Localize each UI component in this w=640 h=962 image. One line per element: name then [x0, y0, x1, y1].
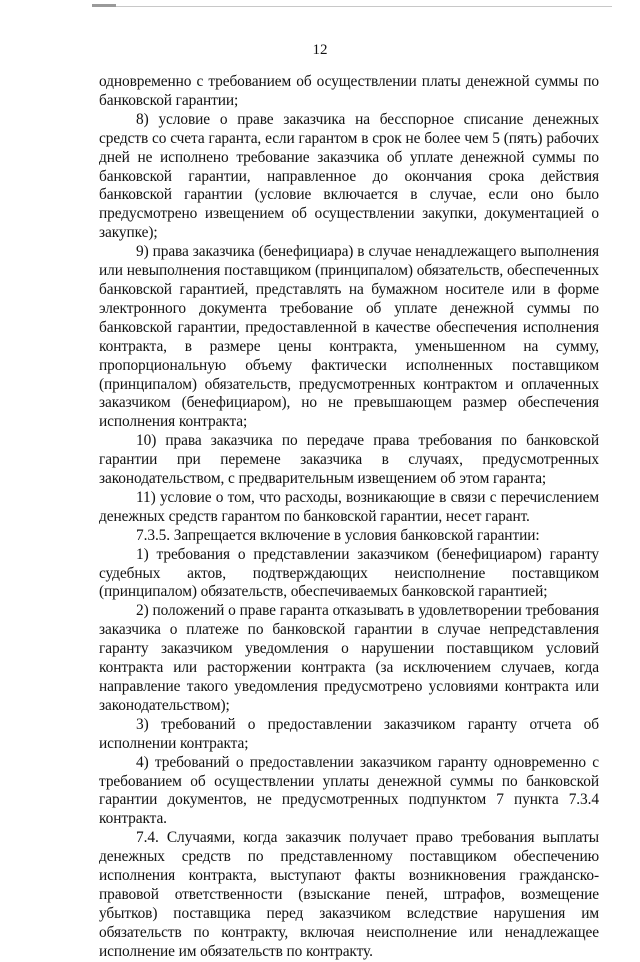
- paragraph-item-11: 11) условие о том, что расходы, возникающие в связи с перечислением денежных средств гарантом по банковской гарантии, несет гарант.: [99, 488, 599, 525]
- scan-top-edge-line: [92, 6, 612, 7]
- paragraph-item-8: 8) условие о праве заказчика на бесспорное списание денежных средств со счета гаранта, если гарантом в срок не более чем 5 (пять) рабочих дней не исполнено требование заказчика об уплате денежной суммы по банковской гарантии, направленное до окончания срока действия банковской гарантии (условие включается в случае, если оно было предусмотрено извещением об осуществлении закупки, документацией о закупке);: [99, 110, 599, 242]
- page-number: 12: [312, 42, 328, 58]
- paragraph-ban-1: 1) требования о представлении заказчиком (бенефициаром) гаранту судебных актов, подтверждающих неисполнение поставщиком (принципалом) обязательств, обеспечиваемых банковской гарантией;: [99, 545, 599, 601]
- paragraph-clause-7-3-5: 7.3.5. Запрещается включение в условия банковской гарантии:: [136, 526, 540, 544]
- paragraph-ban-3: 3) требований о предоставлении заказчиком гаранту отчета об исполнении контракта;: [99, 715, 599, 752]
- paragraph-item-10: 10) права заказчика по передаче права требования по банковской гарантии при перемене заказчика в случаях, предусмотренных законодательством, с предварительным извещением об этом гаранта;: [99, 432, 599, 488]
- paragraph-continuation: одновременно с требованием об осуществлении платы денежной суммы по банковской гарантии;: [99, 73, 599, 109]
- scan-top-edge-mark: [92, 4, 116, 7]
- paragraph-ban-4: 4) требований о предоставлении заказчиком гаранту одновременно с требованием об осуществлении уплаты денежной суммы по банковской гарантии документов, не предусмотренных подпунктом 7 пункта 7.3.4 контракта.: [99, 753, 599, 828]
- document-body: [99, 73, 599, 962]
- paragraph-ban-2: 2) положений о праве гаранта отказывать в удовлетворении требования заказчика о платеже по банковской гарантии в случае непредставления гаранту заказчиком уведомления о нарушении поставщиком условий контракта или расторжении контракта (за исключением случаев, когда направление такого уведомления предусмотрено условиями контракта или законодательством);: [99, 602, 599, 714]
- paragraph-clause-7-4: 7.4. Случаями, когда заказчик получает право требования выплаты денежных средств по представленному поставщиком обеспечению исполнения контракта, выступают факты возникновения гражданско-правовой ответственности (взыскание пеней, штрафов, возмещение убытков) поставщика перед заказчиком вследствие нарушения им обязательств по контракту, включая неисполнение или ненадлежащее исполнение им обязательств по контракту.: [99, 829, 599, 960]
- paragraph-item-9: 9) права заказчика (бенефициара) в случае ненадлежащего выполнения или невыполнения поставщиком (принципалом) обязательств, обеспеченных банковской гарантией, представлять на бумажном носителе или в форме электронного документа требование об уплате денежной суммы по банковской гарантии, предоставленной в качестве обеспечения исполнения контракта, в размере цены контракта, уменьшенном на сумму, пропорциональную объему фактически исполненных поставщиком (принципалом) обязательств, предусмотренных контрактом и оплаченных заказчиком (бенефициаром), но не превышающем размер обеспечения исполнения контракта;: [99, 243, 599, 431]
